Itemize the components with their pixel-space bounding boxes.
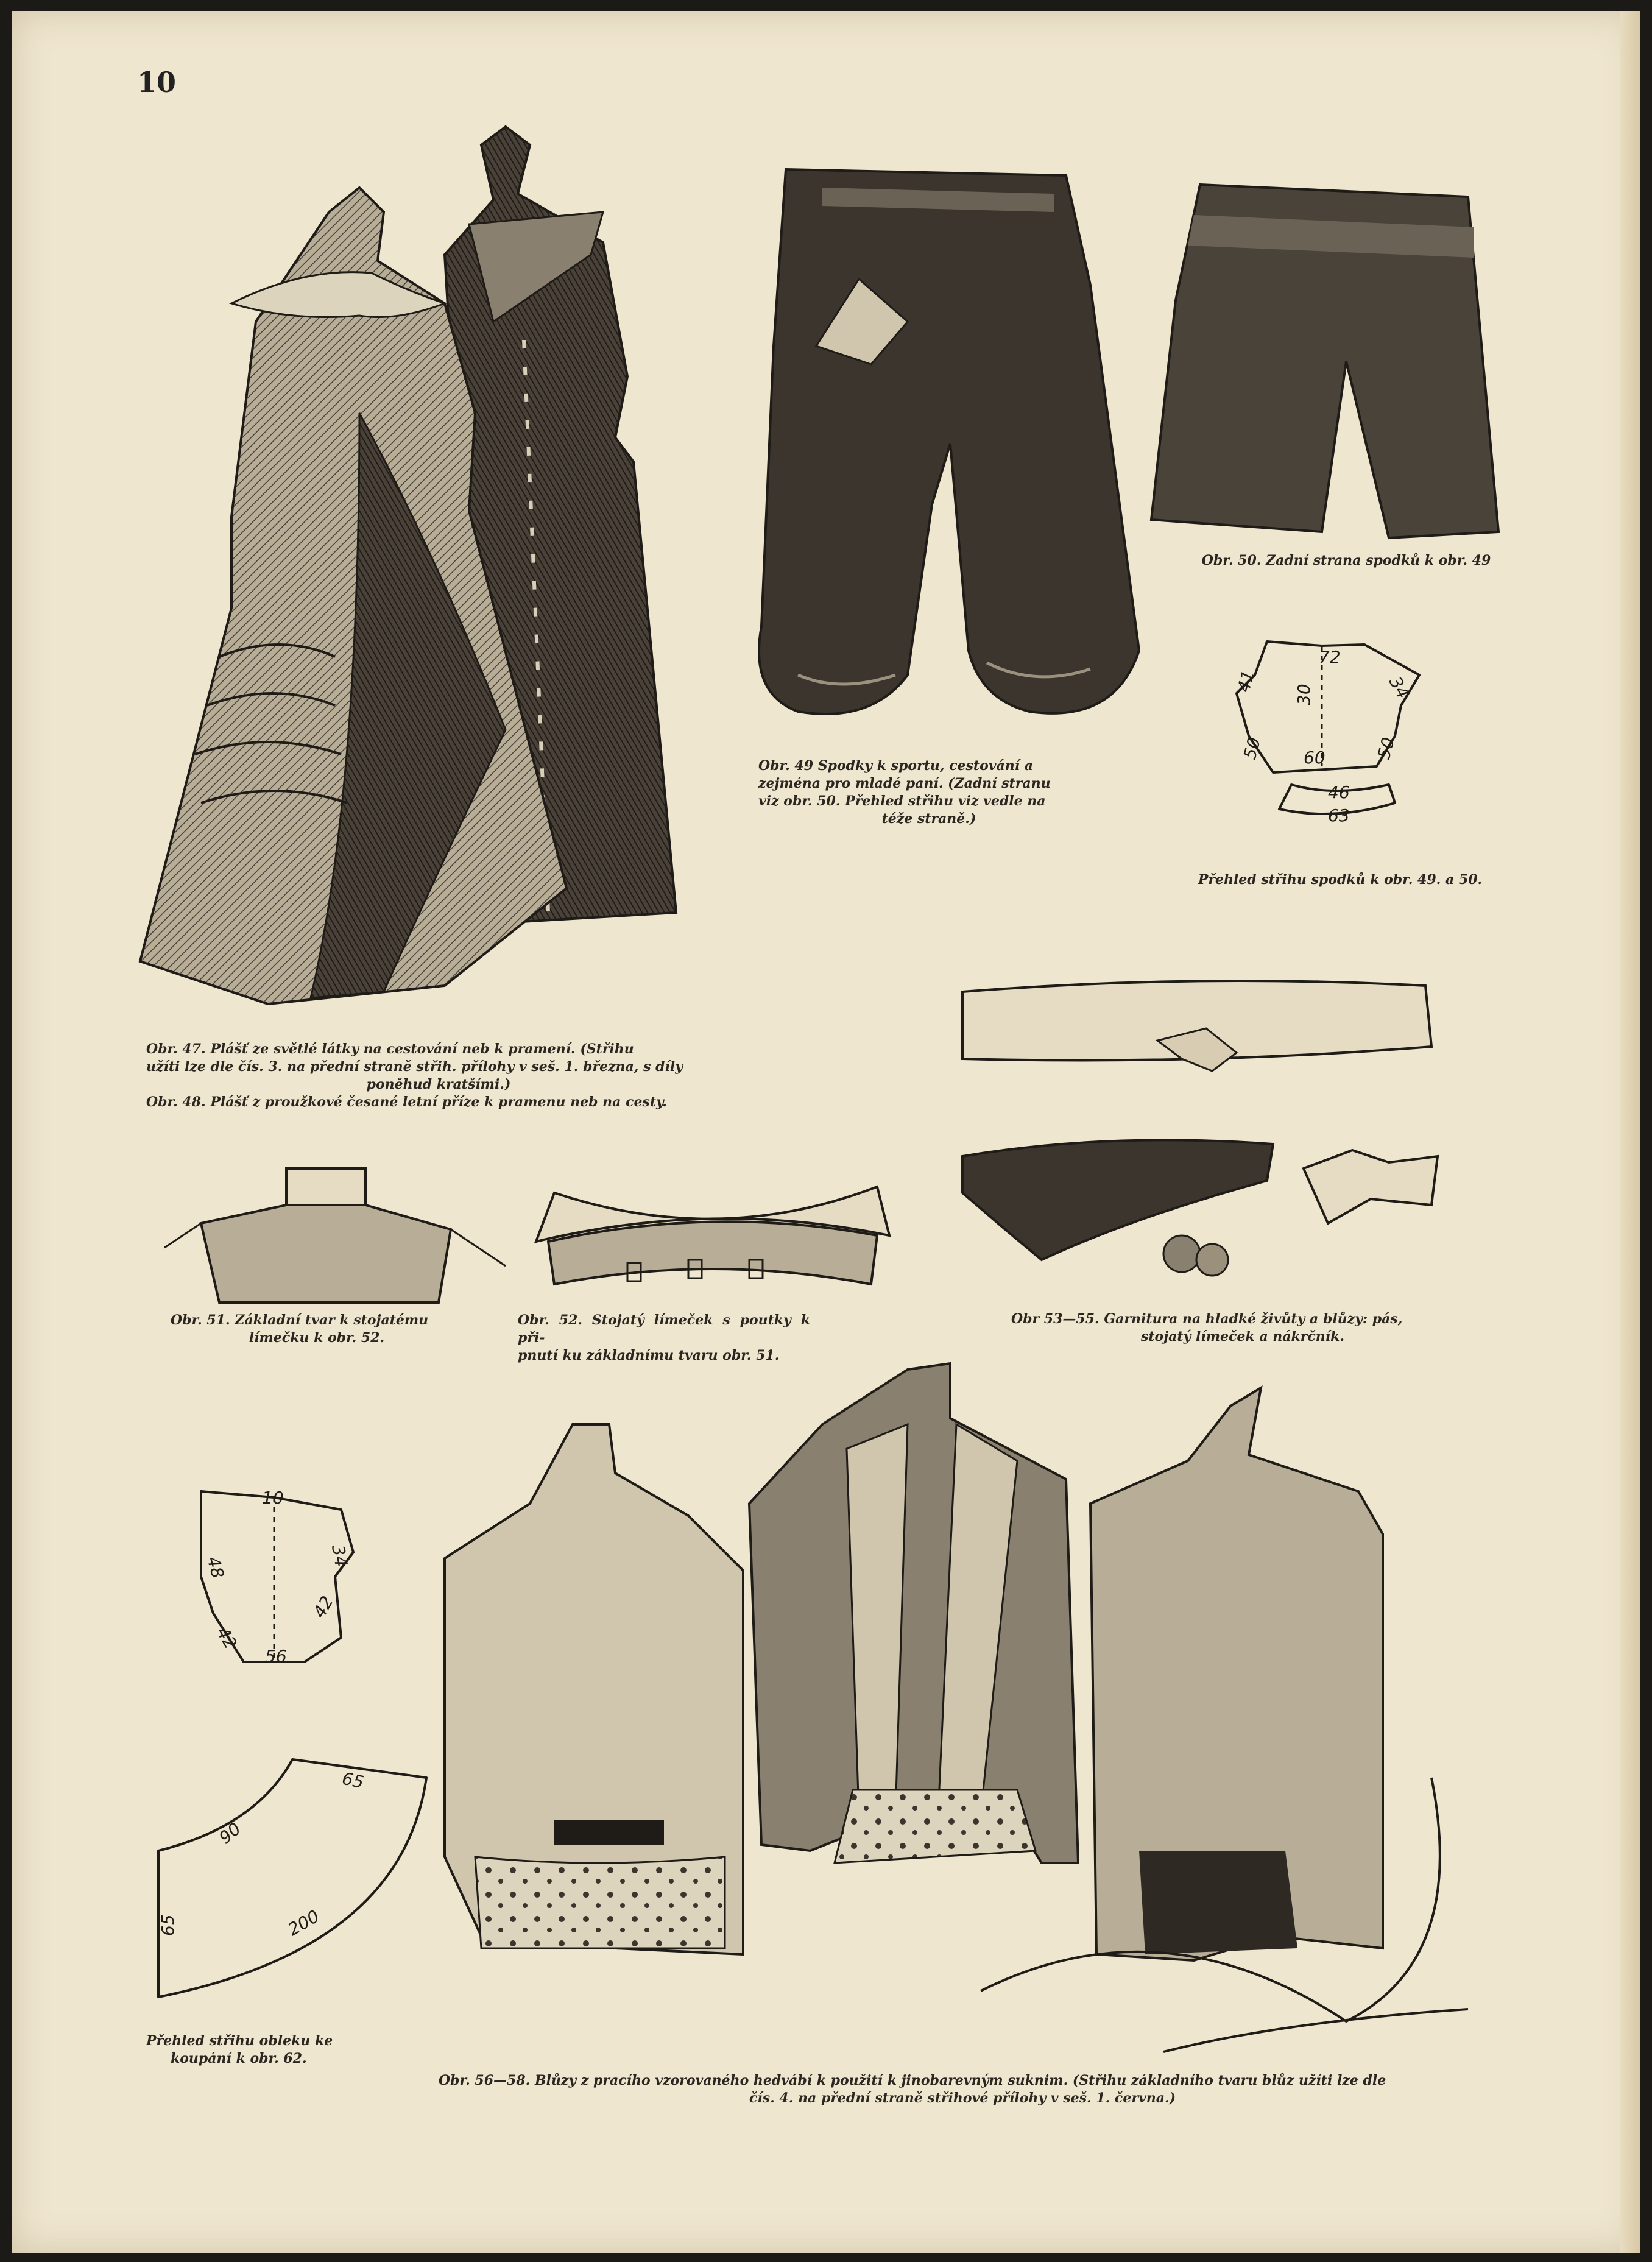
dim-56: 56 [265, 1646, 287, 1666]
caption-line: Obr. 56—58. Blůzy z pracího vzorovaného hedvábí k použití k jinobarevným suknim. (Střihu základního tvaru blůz užíti lze dle [439, 2073, 1386, 2088]
dim-41: 41 [1233, 668, 1258, 695]
magazine-page [12, 11, 1640, 2253]
dim-65-top: 65 [340, 1768, 366, 1793]
pattern-small-diagram [183, 1479, 378, 1668]
caption-fig-56-58 [439, 2072, 1486, 2107]
caption-line: Obr. 47. Plášť ze světlé látky na cestování neb k pramení. (Střihu [146, 1041, 634, 1057]
caption-line: užíti lze dle čís. 3. na přední straně střih. přílohy v seš. 1. března, s díly [146, 1059, 683, 1075]
caption-fig-49 [758, 757, 1100, 828]
dim-30: 30 [1294, 684, 1314, 705]
caption-line: Přehled střihu obleku ke [146, 2033, 333, 2049]
page-number: 10 [137, 66, 177, 99]
caption-line: viz obr. 50. Přehled střihu viz vedle na [758, 793, 1046, 809]
dim-50-right: 50 [1373, 735, 1399, 762]
bloomers-back-illustration [1151, 178, 1498, 544]
caption-line: čís. 4. na přední straně střihové přílohy v seš. 1. června.) [749, 2090, 1176, 2106]
caption-fig-53-55 [1011, 1310, 1474, 1346]
pattern-bloomers-diagram [1233, 638, 1438, 864]
caption-fig-48: Obr. 48. Plášť z proužkové česané letní příze k pramenu neb na cesty. [146, 1094, 667, 1110]
caption-pattern-bloomers: Přehled střihu spodků k obr. 49. a 50. [1198, 872, 1483, 888]
caption-line: koupání k obr. 62. [171, 2051, 307, 2066]
blouses-illustration [432, 1351, 1511, 2064]
dim-46: 46 [1328, 782, 1350, 802]
caption-line: límečku k obr. 52. [249, 1330, 385, 1346]
caption-pattern-bathing [146, 2032, 402, 2068]
caption-fig-47 [146, 1041, 731, 1094]
bloomers-front-illustration [749, 163, 1145, 748]
garniture-illustration [950, 974, 1474, 1315]
caption-fig-50: Obr. 50. Zadní strana spodků k obr. 49 [1201, 553, 1491, 568]
caption-line: zejména pro mladé paní. (Zadní stranu [758, 776, 1051, 791]
caption-line: Obr 53—55. Garnitura na hladké živůty a blůzy: pás, [1011, 1311, 1403, 1327]
dim-63: 63 [1328, 805, 1350, 825]
pattern-bathing-diagram [146, 1753, 432, 2003]
dim-10: 10 [262, 1488, 284, 1508]
dim-34: 34 [1385, 673, 1414, 702]
caption-line: stojatý límeček a nákrčník. [1141, 1329, 1344, 1345]
caption-line: poněhud kratšími.) [366, 1076, 511, 1092]
caption-line: Obr. 52. Stojatý límeček s poutky k při- [518, 1312, 810, 1346]
collar-base-illustration [164, 1162, 506, 1309]
dim-200: 200 [284, 1906, 323, 1940]
dim-34: 34 [328, 1543, 351, 1569]
dim-42-left: 42 [212, 1624, 241, 1653]
caption-line: pnutí ku základnímu tvaru obr. 51. [518, 1348, 780, 1363]
dim-42-right: 42 [309, 1592, 337, 1622]
blouse-56 [445, 1424, 743, 1954]
standing-collar-illustration [536, 1175, 889, 1309]
page-fold-edge [1620, 11, 1640, 2253]
dim-48: 48 [203, 1554, 228, 1581]
dim-60: 60 [1304, 748, 1325, 768]
blouse-57 [749, 1363, 1078, 1863]
caption-line: Obr. 51. Základní tvar k stojatému [171, 1312, 429, 1328]
dim-72: 72 [1319, 647, 1341, 667]
dim-50-left: 50 [1239, 735, 1265, 762]
caption-fig-51 [171, 1312, 463, 1347]
caption-line: Obr. 49 Spodky k sportu, cestování a [758, 758, 1034, 774]
caption-line: téže straně.) [881, 811, 976, 827]
dim-65-side: 65 [158, 1914, 178, 1936]
coats-illustration [128, 121, 755, 1028]
dim-90: 90 [215, 1818, 245, 1848]
